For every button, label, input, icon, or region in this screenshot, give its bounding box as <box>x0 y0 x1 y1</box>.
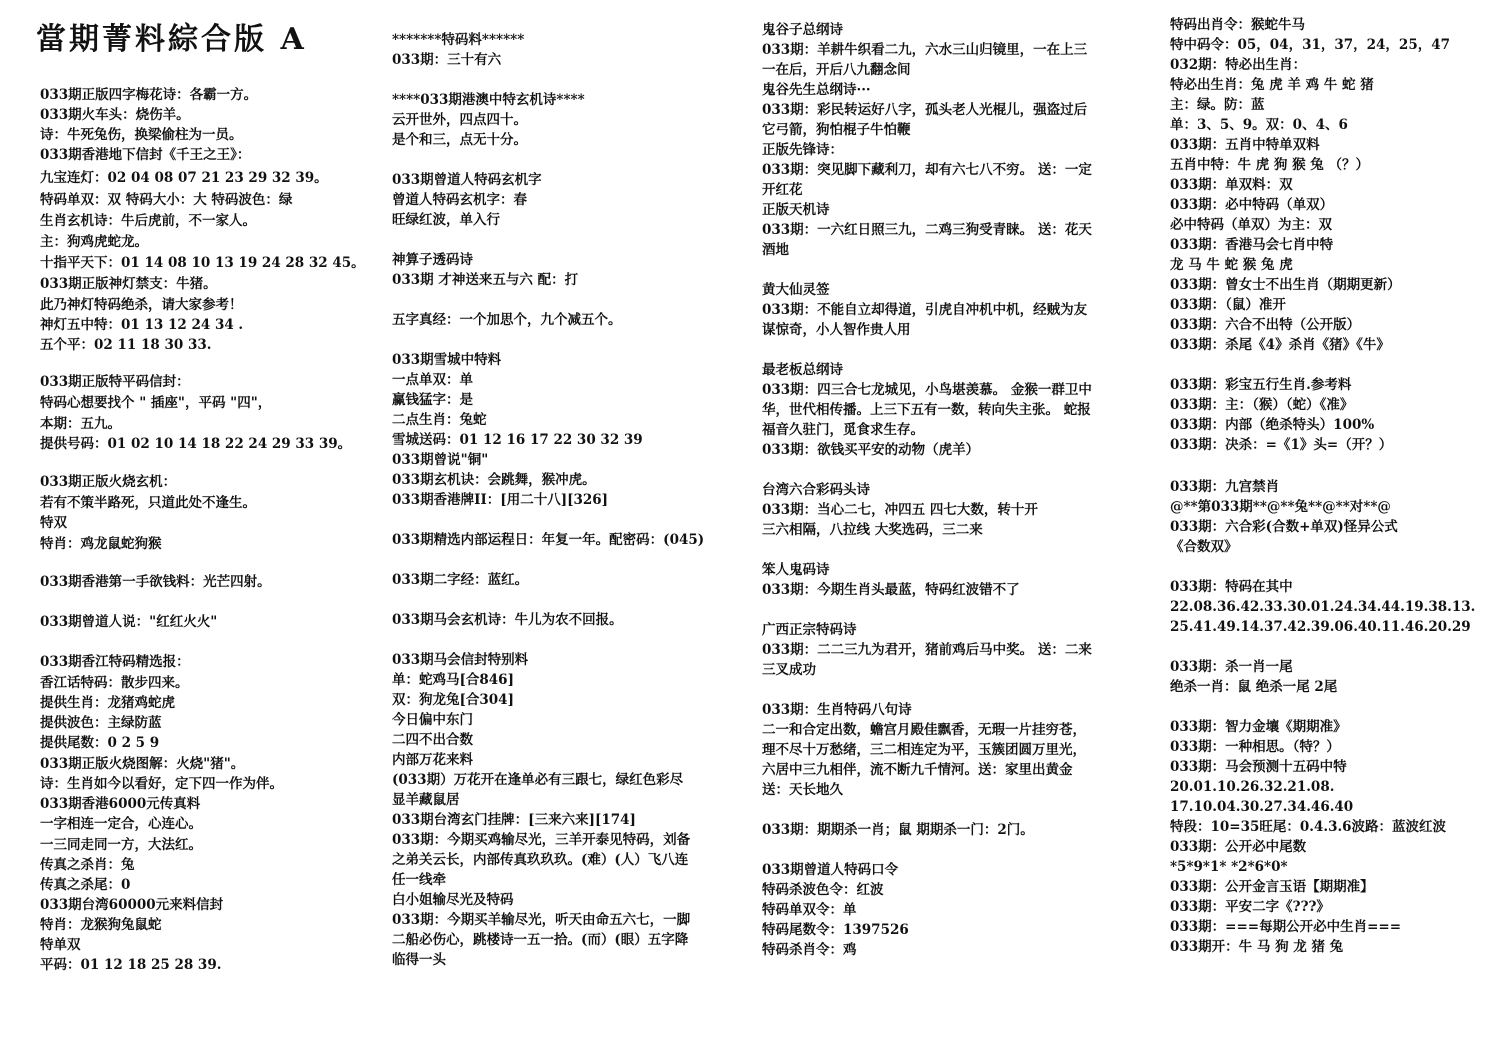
text-line: 033期曾道人特码玄机字 <box>392 172 542 188</box>
text-line: 033期：彩宝五行生肖.参考料 <box>1170 377 1352 393</box>
text-line: 理不尽十万愁绪，三二相连定为平，玉簇团圆万里光， <box>762 742 1086 758</box>
text-line: 033期正版神灯禁支：牛猪。 <box>40 276 217 292</box>
text-line: 033期香港牌II：[用二十八][326] <box>392 492 609 508</box>
text-line: 绝杀一肖：鼠 绝杀一尾 2尾 <box>1170 679 1338 695</box>
text-line: 三叉成功 <box>762 662 816 678</box>
text-line: 特码杀肖令：鸡 <box>762 942 857 958</box>
text-line: 033期：必中特码（单双） <box>1170 197 1334 213</box>
text-line: 033期香港地下信封《千王之王》： <box>40 147 251 163</box>
text-line: 临得一头 <box>392 952 446 968</box>
text-line: 22.08.36.42.33.30.01.24.34.44.19.38.13. <box>1170 599 1476 615</box>
text-line: 诗：牛死兔伤，换梁偷柱为一员。 <box>40 127 243 143</box>
text-line: 双：狗龙兔[合304] <box>392 692 514 708</box>
text-line: 诗：生肖如今以看好，定下四一作为伴。 <box>40 776 283 792</box>
text-line: 特码心想要找个 " 插座"，平码 "四"， <box>40 395 272 411</box>
text-line: 033期：平安二字《???》 <box>1170 899 1330 915</box>
text-line: 033期曾道人特码口令 <box>762 862 899 878</box>
text-line: 033期精选内部运程日：年复一年。配密码：(045) <box>392 532 705 548</box>
text-line: 033期：曾女士不出生肖（期期更新） <box>1170 277 1401 293</box>
text-line: 033期：四三合七龙城见，小鸟堪羡慕。 金猴一群卫中 <box>762 382 1092 398</box>
text-line: 033期：马会预测十五码中特 <box>1170 759 1347 775</box>
text-line: 生肖玄机诗：牛后虎前，不一家人。 <box>40 213 256 229</box>
text-line: 特码单双：双 特码大小：大 特码波色：绿 <box>40 192 293 208</box>
text-line: *******特码料****** <box>392 32 525 48</box>
text-line: 033期火车头：烧伤羊。 <box>40 107 190 123</box>
text-line: 正版先锋诗： <box>762 142 843 158</box>
text-line: 033期：六合彩(合数+单双)怪异公式 <box>1170 519 1398 535</box>
text-line: 一字相连一定合，心连心。 <box>40 816 202 832</box>
text-line: 033期香港第一手欲钱料：光芒四射。 <box>40 574 271 590</box>
text-line: 香江话特码：散步四来。 <box>40 675 189 691</box>
text-line: 033期：不能自立却得道，引虎自冲机中机，经贼为友 <box>762 302 1088 318</box>
text-line: 二船必伤心，跳楼诗一五一拾。(而）(眼）五字降 <box>392 932 689 948</box>
text-line: 033期马会信封特别料 <box>392 652 529 668</box>
text-line: 五字真经：一个加思个，九个减五个。 <box>392 312 622 328</box>
text-line: 033期雪城中特料 <box>392 352 502 368</box>
text-line: 033期：智力金壤《期期准》 <box>1170 719 1347 735</box>
text-line: 黄大仙灵签 <box>762 282 830 298</box>
text-line: 赢钱猛字：是 <box>392 392 473 408</box>
text-line: 特肖：鸡龙鼠蛇狗猴 <box>40 536 162 552</box>
text-line: (033期）万花开在逢单必有三跟七，绿红色彩尽 <box>392 772 684 788</box>
text-line: 显羊藏鼠居 <box>392 792 460 808</box>
text-line: 特码尾数令：1397526 <box>762 922 909 938</box>
text-line: 福音久驻门，觅食求生存。 <box>762 422 924 438</box>
text-line: 提供波色：主绿防蓝 <box>40 715 162 731</box>
text-line: 特肖：龙猴狗兔鼠蛇 <box>40 917 162 933</box>
text-line: 本期：五九。 <box>40 416 121 432</box>
text-line: 一三同走同一方，大法红。 <box>40 837 202 853</box>
text-line: 033期：===每期公开必中生肖=== <box>1170 919 1402 935</box>
text-line: 单：蛇鸡马[合846] <box>392 672 514 688</box>
text-line: 033期开：牛 马 狗 龙 猪 兔 <box>1170 939 1344 955</box>
text-line: 五肖中特：牛 虎 狗 猴 兔 （？） <box>1170 157 1369 173</box>
text-line: 一点单双：单 <box>392 372 473 388</box>
text-line: 二四不出合数 <box>392 732 473 748</box>
text-line: 台湾六合彩码头诗 <box>762 482 870 498</box>
text-line: 神灯五中特：01 13 12 24 34 . <box>40 317 244 333</box>
text-line: 033期：公开金言玉语【期期准】 <box>1170 879 1374 895</box>
text-line: 必中特码（单双）为主：双 <box>1170 217 1332 233</box>
text-line: 033期：内部（绝杀特头）100% <box>1170 417 1375 433</box>
text-line: 033期正版火烧玄机： <box>40 474 177 490</box>
text-line: 笨人鬼码诗 <box>762 562 830 578</box>
text-line: 若有不策半路死，只道此处不逢生。 <box>40 495 256 511</box>
text-line: 033期：决杀：=《1》头=（开？） <box>1170 437 1393 453</box>
text-line: 25.41.49.14.37.42.39.06.40.11.46.20.29 <box>1170 619 1471 635</box>
text-line: 033期：突见脚下藏利刀，却有六七八不穷。 送：一定 <box>762 162 1092 178</box>
text-line: 广西正宗特码诗 <box>762 622 857 638</box>
text-line: 曾道人特码玄机字：春 <box>392 192 527 208</box>
text-line: 032期：特必出生肖： <box>1170 57 1307 73</box>
text-line: 开红花 <box>762 182 803 198</box>
text-line: 033期二字经：蓝红。 <box>392 572 529 588</box>
text-line: 033期：期期杀一肖；鼠 期期杀一门：2门。 <box>762 822 1034 838</box>
text-line: @**第033期**@**兔**@**对**@ <box>1170 499 1391 515</box>
text-line: 主：绿。防：蓝 <box>1170 97 1265 113</box>
text-line: 最老板总纲诗 <box>762 362 843 378</box>
text-line: 特码单双令：单 <box>762 902 857 918</box>
text-line: 033期正版火烧图解：火烧"猪"。 <box>40 756 245 772</box>
text-line: 龙 马 牛 蛇 猴 兔 虎 <box>1170 257 1293 273</box>
text-line: 033期台湾60000元来料信封 <box>40 897 224 913</box>
text-line: 033期香江特码精选报： <box>40 654 190 670</box>
text-line: 酒地 <box>762 242 789 258</box>
text-line: 神算子透码诗 <box>392 252 473 268</box>
text-line: 二一和合定出数，蟾宫月殿佳飘香，无瑕一片挂穷苍， <box>762 722 1086 738</box>
text-line: 此乃神灯特码绝杀，请大家参考！ <box>40 297 243 313</box>
text-line: 033期：今期买鸡输尽光，三羊开泰见特码，刘备 <box>392 832 691 848</box>
text-line: 传真之杀肖：兔 <box>40 857 135 873</box>
text-line: 033期台湾玄门挂牌：[三来六来][174] <box>392 812 636 828</box>
text-line: 华，世代相传播。上三下五有一数，转向失主张。 蛇报 <box>762 402 1091 418</box>
text-line: 鬼谷先生总纲诗··· <box>762 82 871 98</box>
text-line: 五个平：02 11 18 30 33. <box>40 337 212 353</box>
text-line: 033期曾道人说："红红火火" <box>40 614 218 630</box>
text-line: 033期香港6000元传真料 <box>40 796 201 812</box>
text-line: 033期：杀一肖一尾 <box>1170 659 1293 675</box>
text-line: 谋惊奇，小人智作贵人用 <box>762 322 911 338</box>
text-line: 云开世外，四点四十。 <box>392 112 527 128</box>
text-line: 033期：（鼠）准开 <box>1170 297 1286 313</box>
text-line: 033期：二二三九为君开，猪前鸡后马中奖。 送：二来 <box>762 642 1092 658</box>
text-line: 三六相隔，八拉线 大奖选码，三二来 <box>762 522 983 538</box>
text-line: 033期：五肖中特单双料 <box>1170 137 1320 153</box>
text-line: 之弟关云长，内部传真玖玖玖。(难）(人）飞八连 <box>392 852 689 868</box>
text-line: 单：3、5、9。双：0、4、6 <box>1170 117 1348 133</box>
text-line: 033期：九宫禁肖 <box>1170 479 1280 495</box>
text-line: 特中码令：05，04，31，37，24，25，47 <box>1170 37 1451 53</box>
text-line: 鬼谷子总纲诗 <box>762 22 843 38</box>
text-line: 主：狗鸡虎蛇龙。 <box>40 234 148 250</box>
text-line: 特码出肖令：猴蛇牛马 <box>1170 17 1305 33</box>
text-line: 任一线牵 <box>392 872 446 888</box>
text-line: 九宝连灯：02 04 08 07 21 23 29 32 39。 <box>40 170 328 186</box>
text-line: 特码杀波色令：红波 <box>762 882 884 898</box>
text-line: 《合数双》 <box>1170 539 1238 555</box>
text-line: 平码：01 12 18 25 28 39. <box>40 957 222 973</box>
text-line: 033期：当心二七，冲四五 四七大数，转十开 <box>762 502 1038 518</box>
text-line: 033期：生肖特码八句诗 <box>762 702 912 718</box>
text-line: 033期：今期买羊输尽光，听天由命五六七，一脚 <box>392 912 691 928</box>
text-line: 送：天长地久 <box>762 782 843 798</box>
text-line: 033期：公开必中尾数 <box>1170 839 1307 855</box>
page-title: 當期菁料綜合版 A <box>36 22 307 57</box>
text-line: 20.01.10.26.32.21.08. <box>1170 779 1335 795</box>
text-line: 033期：香港马会七肖中特 <box>1170 237 1334 253</box>
text-line: 033期：杀尾《4》杀肖《猪》《牛》 <box>1170 337 1390 353</box>
text-line: 033期：一种相思。（特？） <box>1170 739 1340 755</box>
text-line: 033期：彩民转运好八字，孤头老人光棍儿，强盗过后 <box>762 102 1088 118</box>
text-line: 033期马会玄机诗：牛儿为农不回报。 <box>392 612 623 628</box>
text-line: 特必出生肖：兔 虎 羊 鸡 牛 蛇 猪 <box>1170 77 1374 93</box>
text-line: 特段：10=35旺尾：0.4.3.6波路：蓝波红波 <box>1170 819 1447 835</box>
text-line: 十指平天下：01 14 08 10 13 19 24 28 32 45。 <box>40 255 365 271</box>
text-line: 它弓箭，狗怕棍子牛怕鞭 <box>762 122 911 138</box>
text-line: 033期：欲钱买平安的动物（虎羊） <box>762 442 980 458</box>
text-line: 033期：主：（猴）（蛇）《准》 <box>1170 397 1354 413</box>
text-line: 提供号码：01 02 10 14 18 22 24 29 33 39。 <box>40 436 352 452</box>
text-line: 白小姐输尽光及特码 <box>392 892 514 908</box>
text-line: *5*9*1* *2*6*0* <box>1170 859 1288 875</box>
text-line: 提供尾数：0 2 5 9 <box>40 735 160 751</box>
text-line: 033期：今期生肖头最蓝，特码红波错不了 <box>762 582 1020 598</box>
text-line: 033期正版特平码信封： <box>40 374 190 390</box>
text-line: 033期：单双料：双 <box>1170 177 1293 193</box>
text-line: 033期曾说"铜" <box>392 452 489 468</box>
text-line: 033期：六合不出特（公开版） <box>1170 317 1361 333</box>
text-line: 正版天机诗 <box>762 202 830 218</box>
text-line: 17.10.04.30.27.34.46.40 <box>1170 799 1354 815</box>
text-line: 是个和三，点无十分。 <box>392 132 527 148</box>
text-line: 033期：特码在其中 <box>1170 579 1293 595</box>
text-line: 033期玄机诀：会跳舞，猴冲虎。 <box>392 472 596 488</box>
text-line: 内部万花来料 <box>392 752 473 768</box>
text-line: 二点生肖：兔蛇 <box>392 412 487 428</box>
text-line: 今日偏中东门 <box>392 712 473 728</box>
text-line: 传真之杀尾：0 <box>40 877 131 893</box>
text-line: 033期 才神送来五与六 配：打 <box>392 272 579 288</box>
text-line: 特单双 <box>40 937 81 953</box>
text-line: 旺绿红波，单入行 <box>392 212 500 228</box>
text-line: 提供生肖：龙猪鸡蛇虎 <box>40 695 175 711</box>
text-line: 一在后，开后八九翻念间 <box>762 62 911 78</box>
text-line: 033期：一六红日照三九，二鸡三狗受青睐。 送：花天 <box>762 222 1092 238</box>
text-line: 雪城送码：01 12 16 17 22 30 32 39 <box>392 432 643 448</box>
text-line: 033期：三十有六 <box>392 52 502 68</box>
text-line: 特双 <box>40 515 67 531</box>
text-line: ****033期港澳中特玄机诗**** <box>392 92 585 108</box>
text-line: 033期正版四字梅花诗：各霸一方。 <box>40 87 258 103</box>
text-line: 033期：羊耕牛织看二九，六水三山归镜里，一在上三 <box>762 42 1088 58</box>
text-line: 六居中三九相伴，流不断九千情河。送：家里出黄金 <box>762 762 1073 778</box>
